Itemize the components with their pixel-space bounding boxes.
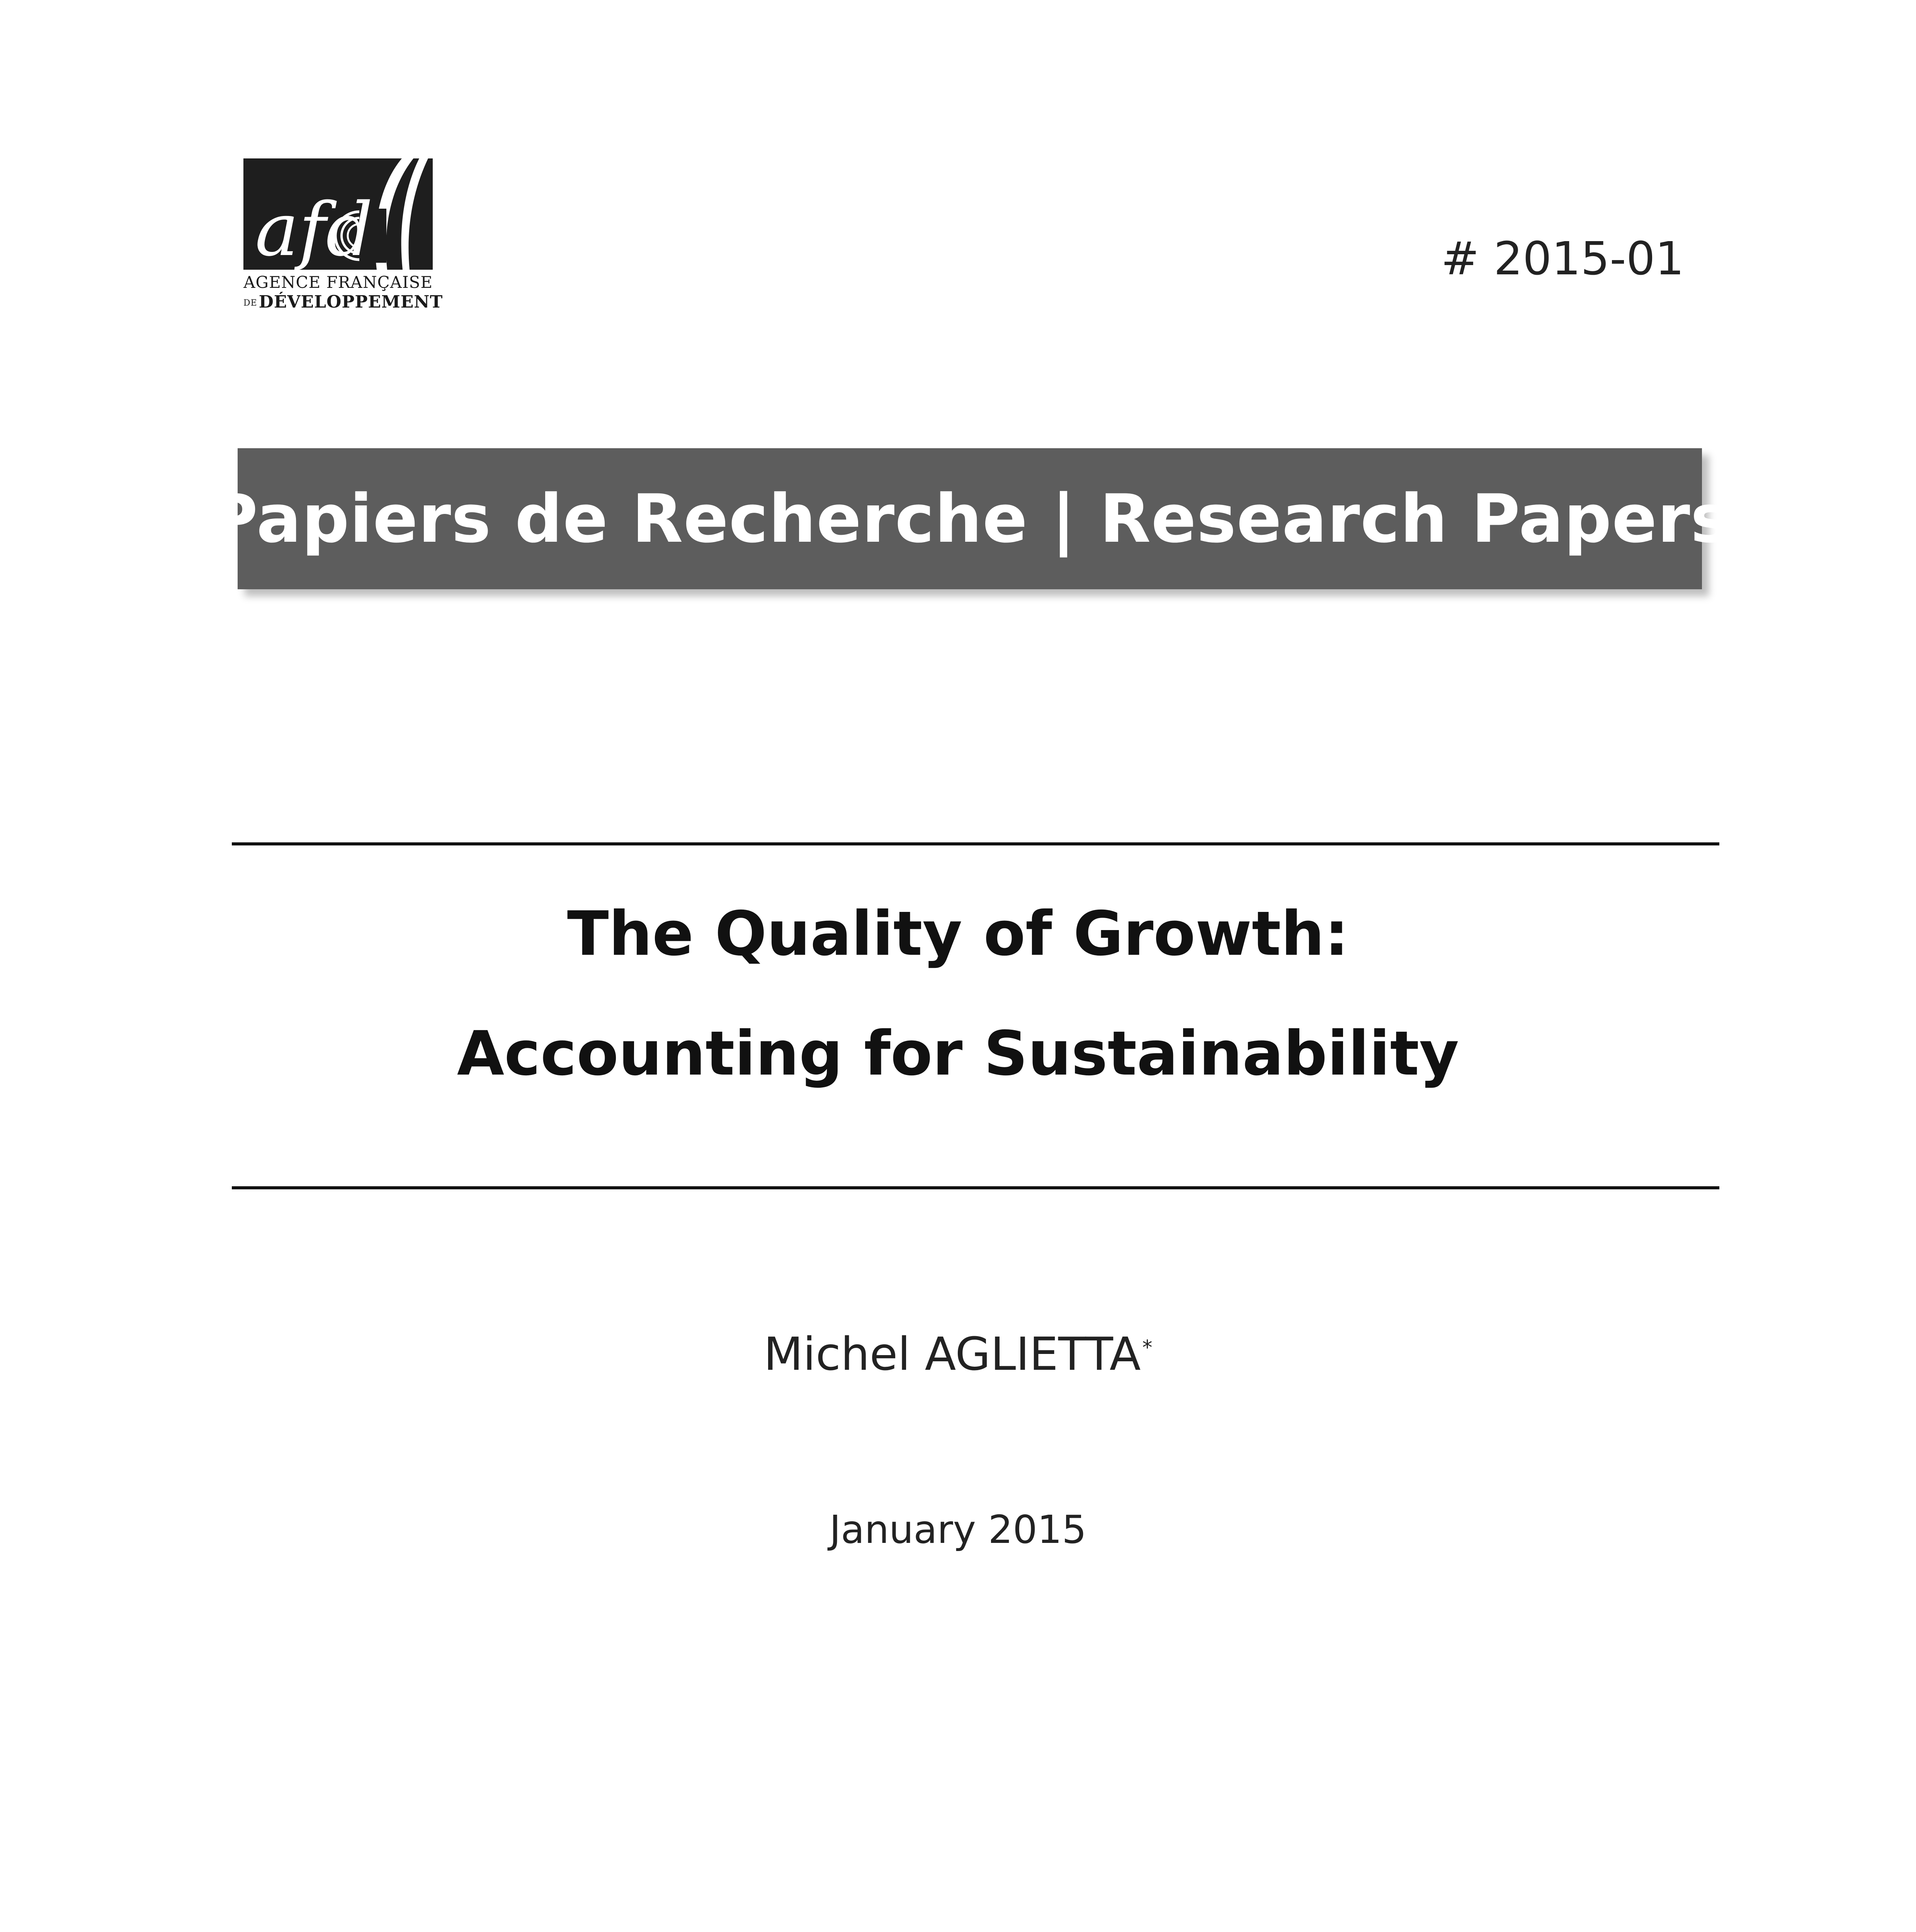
- logo-line-developpement-text: DÉVELOPPEMENT: [258, 292, 443, 312]
- paper-title-line-1: The Quality of Growth:: [567, 898, 1349, 969]
- logo-line-de: DE: [243, 298, 257, 308]
- logo-line-agence: AGENCE FRANÇAISE: [243, 273, 433, 292]
- title-rule-top: [232, 842, 1719, 845]
- author: [0, 1327, 1916, 1381]
- logo-line-developpement: [243, 292, 443, 312]
- series-banner-text: Papiers de Recherche | Research Papers: [209, 480, 1731, 558]
- afd-logo-mark: [243, 158, 433, 270]
- paper-title-line-2: Accounting for Sustainability: [457, 1018, 1459, 1089]
- afd-logo-wordmark: [243, 273, 443, 312]
- author-footnote-mark: *: [1142, 1336, 1153, 1359]
- author-name: Michel AGLIETTA: [763, 1327, 1141, 1381]
- publication-date: January 2015: [829, 1507, 1087, 1552]
- paper-number: # 2015-01: [1441, 232, 1684, 285]
- title-rule-bottom: [232, 1186, 1719, 1189]
- series-banner: [209, 448, 1731, 589]
- afd-logo-letters: afd: [255, 187, 373, 270]
- afd-logo: [243, 158, 443, 321]
